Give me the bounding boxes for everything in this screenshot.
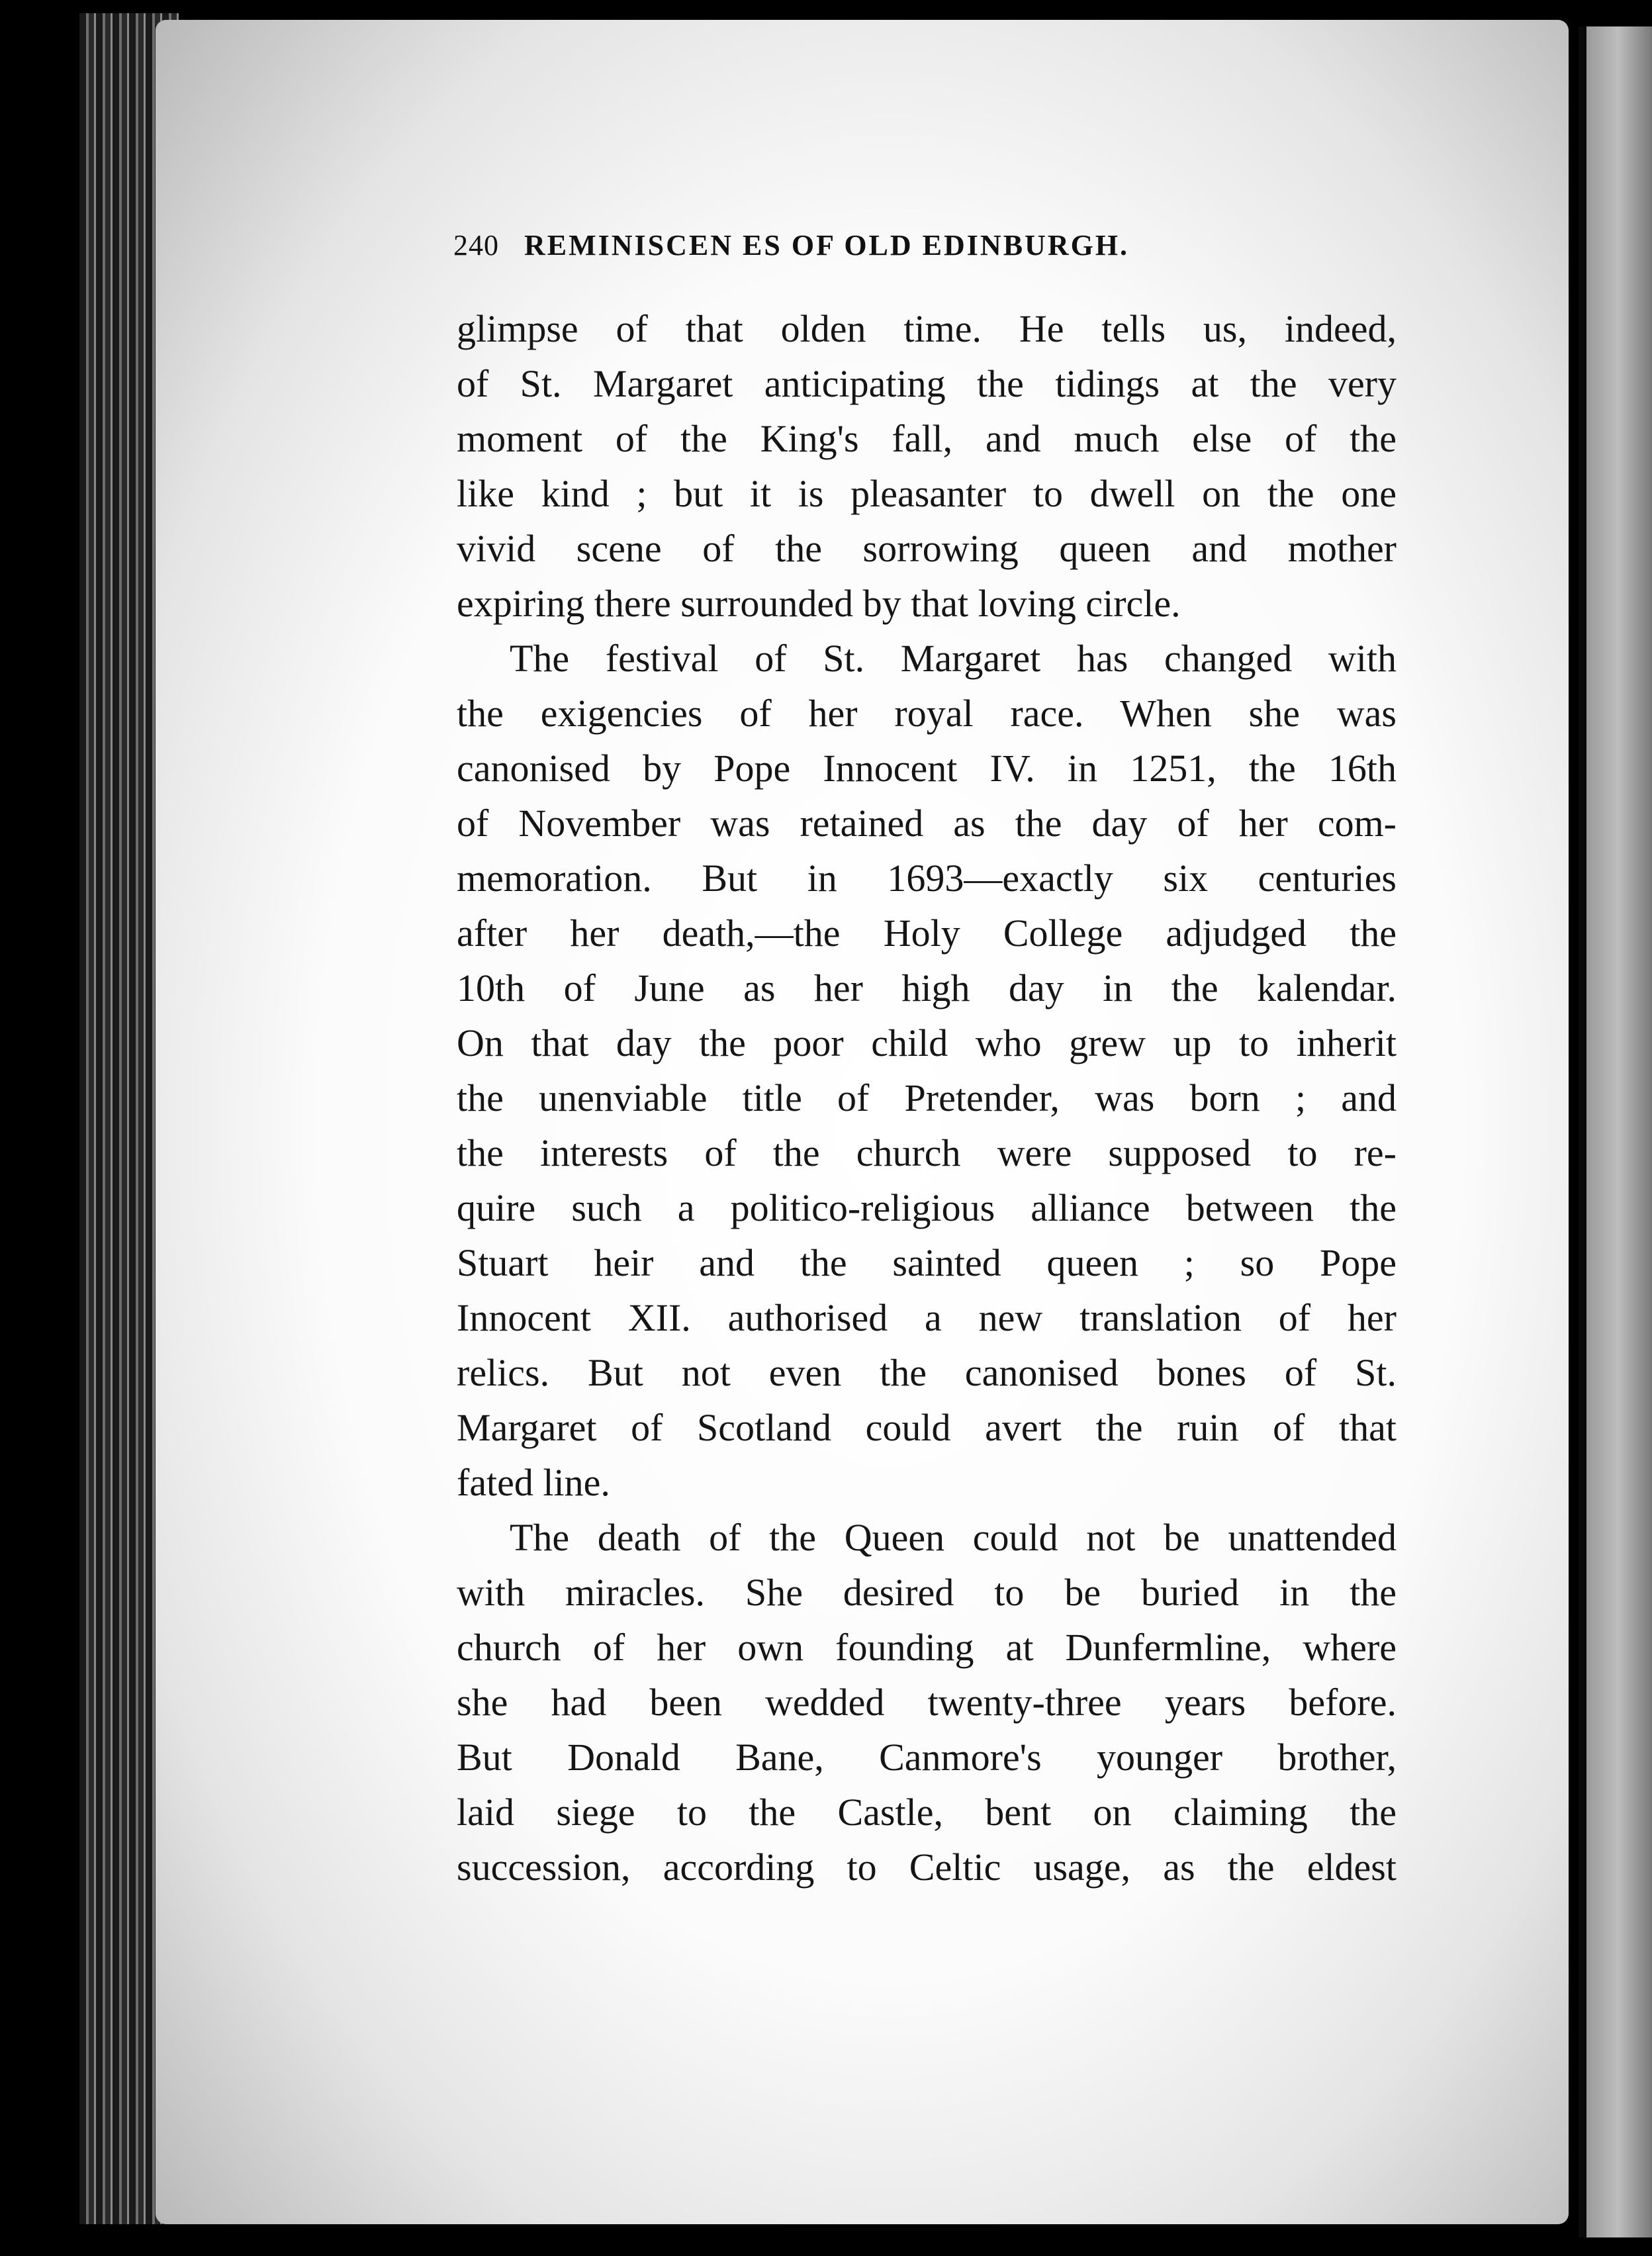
text-line: Margaret of Scotland could avert the ruin of that xyxy=(457,1406,1397,1449)
text-line: relics. But not even the canonised bones of St. xyxy=(457,1351,1397,1394)
text-line: glimpse of that olden time. He tells us, indeed, xyxy=(457,307,1397,350)
text-line: vivid scene of the sorrowing queen and mother xyxy=(457,527,1397,570)
right-page-edge xyxy=(1579,26,1652,2237)
page-number: 240 xyxy=(453,229,499,261)
text-line: memoration. But in 1693—exactly six centuries xyxy=(457,857,1397,900)
text-line: she had been wedded twenty-three years before. xyxy=(457,1681,1397,1724)
text-line: canonised by Pope Innocent IV. in 1251, the 16th xyxy=(457,747,1397,790)
text-line: succession, according to Celtic usage, as the eldest xyxy=(457,1846,1397,1889)
text-line: The death of the Queen could not be unattended xyxy=(510,1516,1397,1559)
text-line: fated line. xyxy=(457,1461,610,1504)
text-line: of St. Margaret anticipating the tidings at the very xyxy=(457,362,1397,405)
text-line: Stuart heir and the sainted queen ; so Pope xyxy=(457,1241,1397,1284)
text-line: moment of the King's fall, and much else of the xyxy=(457,417,1397,460)
text-line: Innocent XII. authorised a new translation of her xyxy=(457,1296,1397,1339)
text-line: of November was retained as the day of her com- xyxy=(457,802,1397,845)
text-line: the unenviable title of Pretender, was born ; and xyxy=(457,1076,1397,1119)
text-line: quire such a politico-religious alliance between the xyxy=(457,1186,1397,1229)
running-title: REMINISCEN ES OF OLD EDINBURGH. xyxy=(524,229,1130,261)
text-line: like kind ; but it is pleasanter to dwell on the one xyxy=(457,472,1397,515)
text-line: the exigencies of her royal race. When she was xyxy=(457,692,1397,735)
text-line: The festival of St. Margaret has changed with xyxy=(510,637,1397,680)
text-line: 10th of June as her high day in the kalendar. xyxy=(457,966,1397,1010)
text-line: the interests of the church were supposed to re- xyxy=(457,1131,1397,1174)
text-line: But Donald Bane, Canmore's younger brother, xyxy=(457,1736,1397,1779)
text-line: with miracles. She desired to be buried in the xyxy=(457,1571,1397,1614)
body-text xyxy=(457,301,1397,1895)
running-header xyxy=(453,228,1274,275)
text-line: expiring there surrounded by that loving circle. xyxy=(457,582,1181,625)
text-line: church of her own founding at Dunfermline, where xyxy=(457,1626,1397,1669)
text-line: laid siege to the Castle, bent on claiming the xyxy=(457,1791,1397,1834)
text-line: after her death,—the Holy College adjudged the xyxy=(457,912,1397,955)
text-line: On that day the poor child who grew up to inherit xyxy=(457,1021,1397,1064)
